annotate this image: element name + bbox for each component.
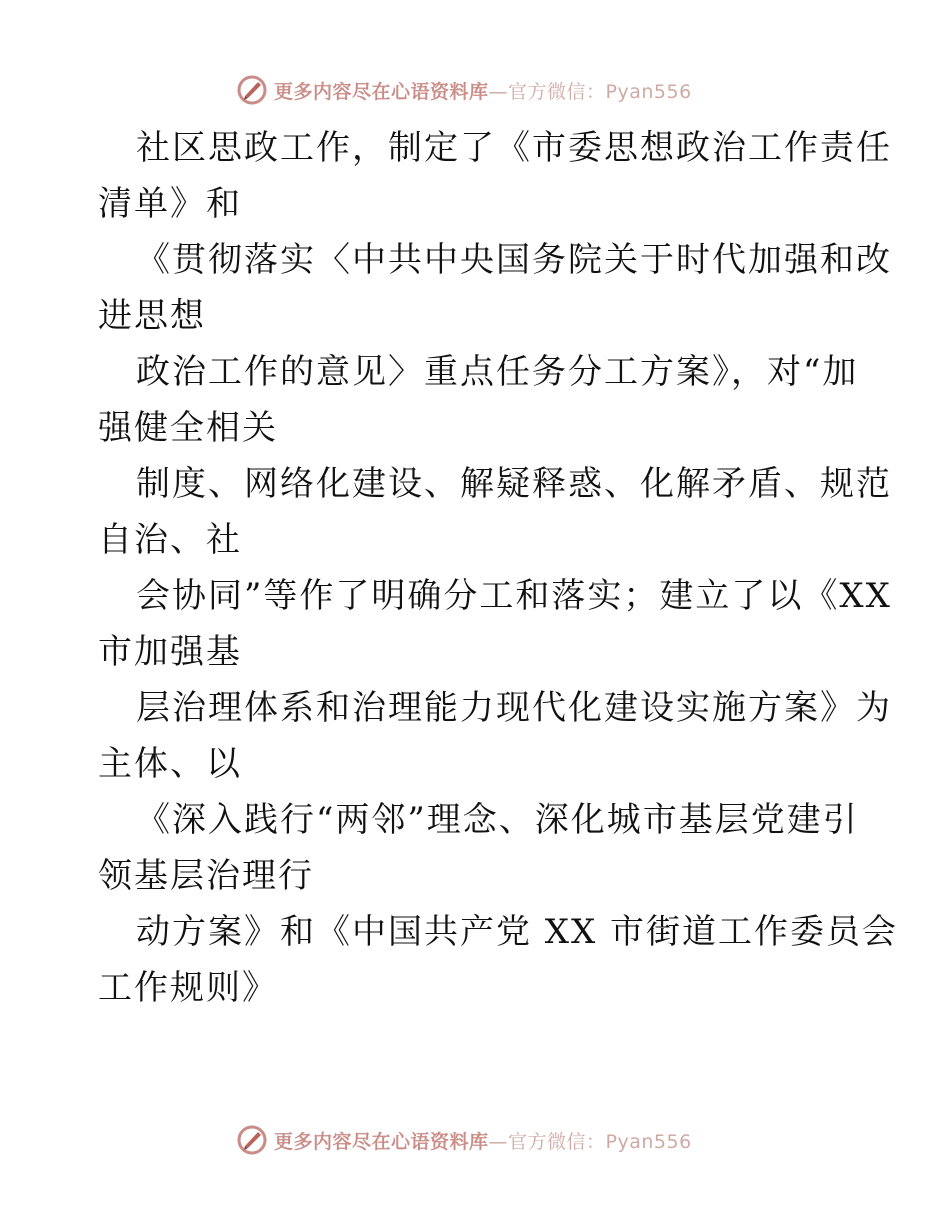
footer-banner bbox=[236, 1122, 716, 1158]
body-line: 层治理体系和治理能力现代化建设实施方案》为 bbox=[136, 688, 892, 728]
header-brand: 更多内容尽在心语资料库 bbox=[274, 80, 489, 103]
footer-brand: 更多内容尽在心语资料库 bbox=[274, 1130, 489, 1153]
body-line: 主体、以 bbox=[98, 744, 242, 784]
document-body bbox=[98, 120, 899, 1016]
body-line: 强健全相关 bbox=[98, 408, 278, 448]
body-line: 领基层治理行 bbox=[98, 856, 314, 896]
body-line: 制度、网络化建设、解疑释惑、化解矛盾、规范 bbox=[136, 464, 892, 504]
footer-dash: — bbox=[488, 1130, 509, 1153]
header-banner bbox=[236, 72, 716, 108]
body-line: 《深入践行“两邻”理念、深化城市基层党建引 bbox=[136, 800, 859, 840]
header-dash: — bbox=[488, 80, 509, 103]
body-line: 社区思政工作，制定了《市委思想政治工作责任 bbox=[136, 128, 892, 168]
footer-wechat-id: Pyan556 bbox=[605, 1130, 692, 1153]
body-line: 工作规则》 bbox=[98, 968, 278, 1008]
header-wechat-label: 官方微信： bbox=[508, 80, 606, 103]
body-line: 动方案》和《中国共产党 XX 市街道工作委员会 bbox=[136, 912, 899, 952]
body-line: 政治工作的意见〉重点任务分工方案》，对“加 bbox=[136, 352, 859, 392]
body-line: 市加强基 bbox=[98, 632, 242, 672]
logo-icon bbox=[236, 74, 268, 106]
footer-wechat-label: 官方微信： bbox=[508, 1130, 606, 1153]
footer-text bbox=[274, 1127, 692, 1154]
body-line: 进思想 bbox=[98, 296, 206, 336]
header-wechat-id: Pyan556 bbox=[605, 80, 692, 103]
body-line: 清单》和 bbox=[98, 184, 242, 224]
logo-icon bbox=[236, 1124, 268, 1156]
body-line: 会协同”等作了明确分工和落实；建立了以《XX bbox=[136, 576, 892, 616]
body-line: 自治、社 bbox=[98, 520, 242, 560]
body-line: 《贯彻落实〈中共中央国务院关于时代加强和改 bbox=[136, 240, 892, 280]
header-text bbox=[274, 77, 692, 104]
